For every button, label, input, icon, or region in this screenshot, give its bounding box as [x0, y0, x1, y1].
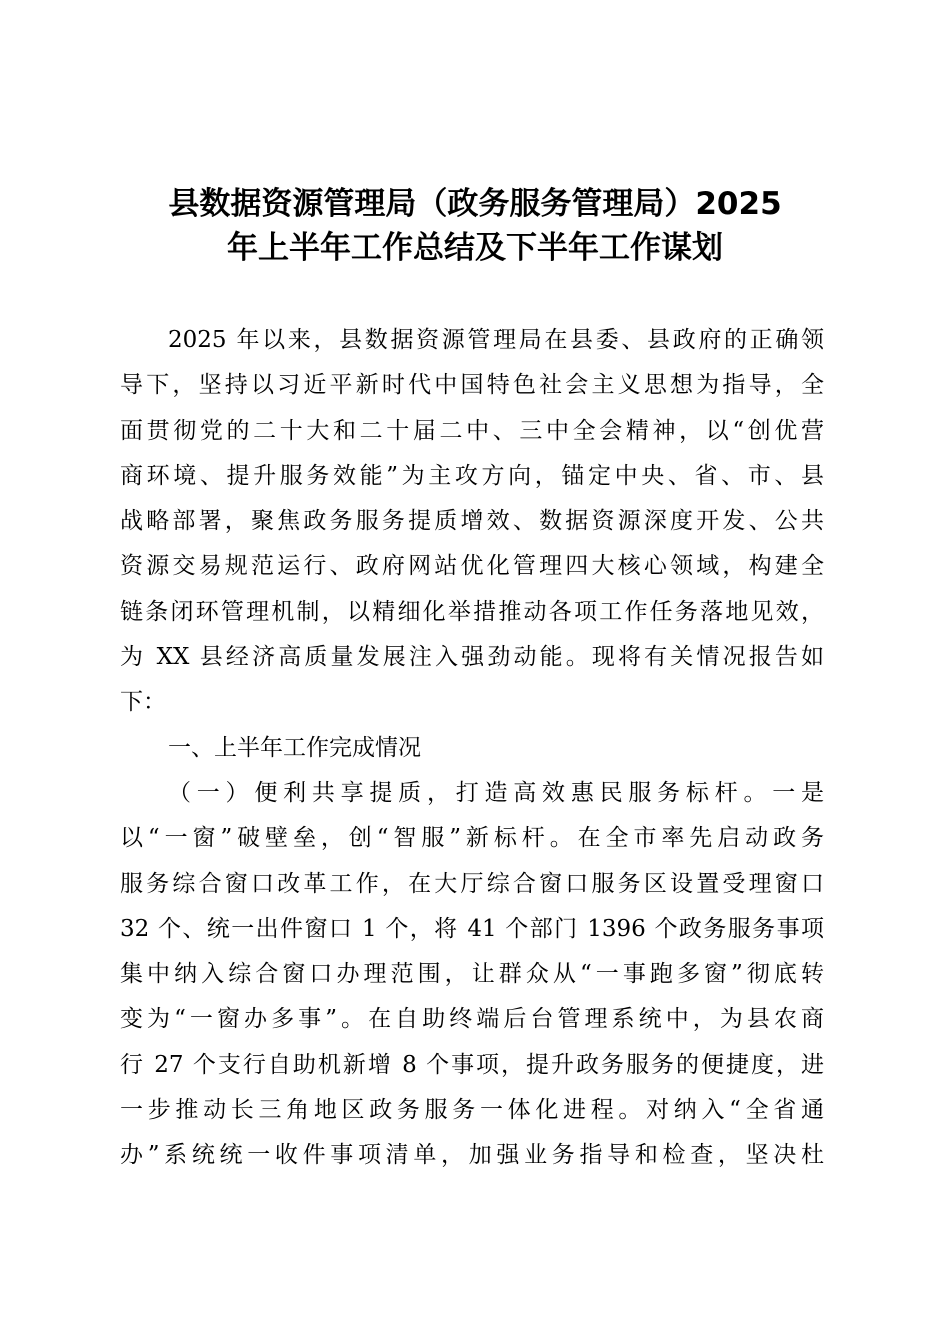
- title-line-1: 县数据资源管理局（政务服务管理局）2025: [168, 186, 782, 222]
- section-line: 办”系统统一收件事项清单，加强业务指导和检查，坚决杜: [120, 1142, 824, 1169]
- intro-line: 2025 年以来，县数据资源管理局在县委、县政府的正确领: [168, 327, 824, 353]
- section-line: 行 27 个支行自助机新增 8 个事项，提升政务服务的便捷度，进: [120, 1051, 824, 1078]
- section-line: 集中纳入综合窗口办理范围，让群众从“一事跑多窗”彻底转: [120, 961, 824, 988]
- intro-line: 资源交易规范运行、政府网站优化管理四大核心领域，构建全: [120, 553, 824, 580]
- section-line: 32 个、统一出件窗口 1 个，将 41 个部门 1396 个政务服务事项: [120, 915, 824, 942]
- intro-line: 为 XX 县经济高质量发展注入强劲动能。现将有关情况报告如: [120, 644, 824, 671]
- intro-line: 商环境、提升服务效能”为主攻方向，锚定中央、省、市、县: [120, 462, 824, 489]
- intro-line: 导下，坚持以习近平新时代中国特色社会主义思想为指导，全: [120, 372, 824, 399]
- section-line: 以“一窗”破壁垒，创“智服”新标杆。在全市率先启动政务: [120, 825, 824, 852]
- section-heading: 一、上半年工作完成情况: [168, 734, 421, 761]
- intro-line: 战略部署，聚焦政务服务提质增效、数据资源深度开发、公共: [120, 508, 824, 535]
- intro-line: 面贯彻党的二十大和二十届二中、三中全会精神，以“创优营: [120, 417, 824, 444]
- title-line-2: 年上半年工作总结及下半年工作谋划: [227, 230, 723, 266]
- intro-line: 下：: [120, 689, 166, 716]
- intro-line: 链条闭环管理机制，以精细化举措推动各项工作任务落地见效，: [120, 598, 824, 625]
- section-line: 一步推动长三角地区政务服务一体化进程。对纳入“全省通: [120, 1097, 824, 1124]
- section-line: 变为“一窗办多事”。在自助终端后台管理系统中，为县农商: [120, 1006, 824, 1033]
- document-body: [120, 318, 824, 1179]
- section-line: （一）便利共享提质，打造高效惠民服务标杆。一是: [168, 779, 824, 806]
- document-title: [100, 182, 850, 270]
- section-line: 服务综合窗口改革工作，在大厅综合窗口服务区设置受理窗口: [120, 870, 824, 897]
